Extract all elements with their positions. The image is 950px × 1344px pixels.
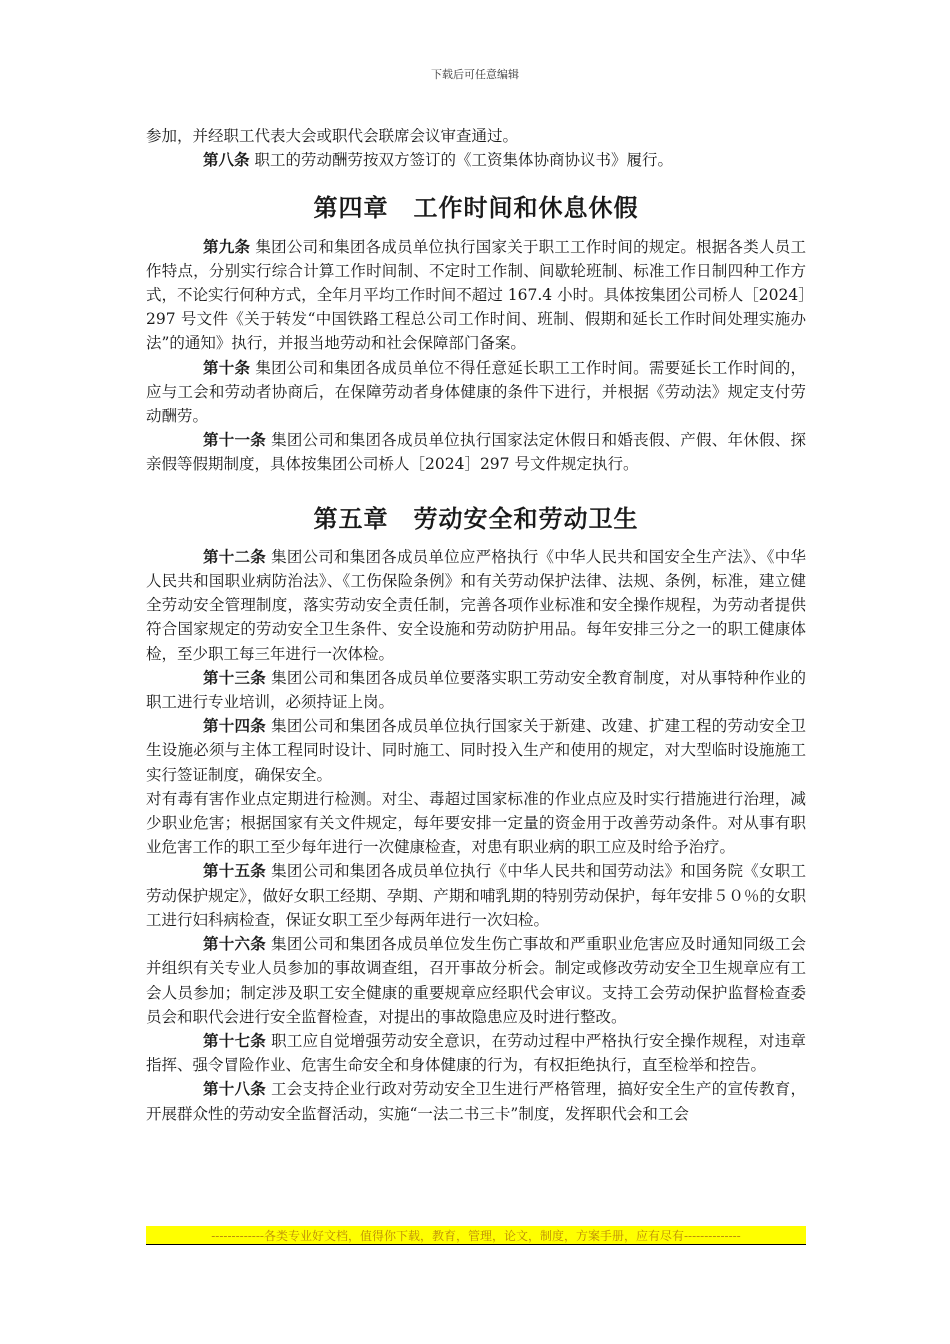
paragraph-continuation: 参加，并经职工代表大会或职代会联席会议审查通过。 [146,127,519,145]
article-label: 第十二条 [203,546,266,566]
article-label: 第十七条 [203,1030,266,1050]
article-11 [146,428,806,476]
article-text: 集团公司和集团各成员单位执行国家关于职工工作时间的规定。根据各类人员工作特点，分别实行综合计算工作时间制、不定时工作制、间歇轮班制、标准工作日制四种工作方式，不论实行何种方式，全年月平均工作时间不超过 167.4 小时。具体按集团公司桥人［2024］297 号文件《关于转发“中国铁路工程总公司工作时间、班制、假期和延长工作时间处理实施办法”的通知》执行，并报当地劳动和社会保障部门备案。 [146,237,806,353]
chapter-5-title: 第五章 劳动安全和劳动卫生 [313,504,639,533]
article-text: 集团公司和集团各成员单位不得任意延长职工工作时间。需要延长工作时间的，应与工会和劳动者协商后，在保障劳动者身体健康的条件下进行，并根据《劳动法》规定支付劳动酬劳。 [146,358,806,426]
article-text: 集团公司和集团各成员单位发生伤亡事故和严重职业危害应及时通知同级工会并组织有关专业人员参加的事故调查组，召开事故分析会。制定或修改劳动安全卫生规章应有工会人员参加；制定涉及职工安全健康的重要规章应经职代会审议。支持工会劳动保护监督检查委员会和职代会进行安全监督检查，对提出的事故隐患应及时进行整改。 [146,935,806,1026]
article-label: 第九条 [203,236,251,256]
article-text: 集团公司和集团各成员单位要落实职工劳动安全教育制度，对从事特种作业的职工进行专业培训，必须持证上岗。 [146,668,806,712]
chapter-4-title: 第四章 工作时间和休息休假 [313,194,639,223]
article-18 [146,1077,806,1125]
article-label: 第十六条 [203,934,266,954]
article-9 [146,235,806,356]
article-text: 职工的劳动酬劳按双方签订的《工资集体协商协议书》履行。 [249,151,673,170]
article-text: 集团公司和集团各成员单位执行国家关于新建、改建、扩建工程的劳动安全卫生设施必须与主体工程同时设计、同时施工、同时投入生产和使用的规定，对大型临时设施施工实行签证制度，确保安全。 [146,717,806,784]
article-label: 第十五条 [203,861,266,881]
article-13 [146,666,806,714]
page-header: 下载后可任意编辑 [431,68,519,81]
article-text: 职工应自觉增强劳动安全意识，在劳动过程中严格执行安全操作规程，对违章指挥、强令冒险作业、危害生命安全和身体健康的行为，有权拒绝执行，直至检举和控告。 [146,1031,806,1075]
article-12 [146,545,806,666]
article-8 [146,148,806,172]
article-text: 集团公司和集团各成员单位执行《中华人民共和国劳动法》和国务院《女职工劳动保护规定》，做好女职工经期、孕期、产期和哺乳期的特别劳动保护，每年安排５０％的女职工进行妇科病检查，保证女职工至少每两年进行一次妇检。 [146,862,806,929]
page-footer-banner: -------------各类专业好文档，值得你下载，教育，管理，论文，制度，方案手册，应有尽有-------------- [146,1226,806,1245]
article-10 [146,356,806,429]
article-label: 第八条 [203,150,250,170]
article-15 [146,859,806,932]
article-label: 第十一条 [203,430,266,450]
article-16 [146,932,806,1029]
article-text: 集团公司和集团各成员单位执行国家法定休假日和婚丧假、产假、年休假、探亲假等假期制度，具体按集团公司桥人［2024］297 号文件规定执行。 [146,431,806,474]
article-label: 第十条 [203,357,251,377]
article-label: 第十三条 [203,667,266,687]
article-label: 第十八条 [203,1079,266,1099]
article-text: 工会支持企业行政对劳动安全卫生进行严格管理，搞好安全生产的宣传教育，开展群众性的劳动安全监督活动，实施“一法二书三卡”制度，发挥职代会和工会 [146,1080,806,1123]
paragraph-toxic-inspection: 对有毒有害作业点定期进行检测。对尘、毒超过国家标准的作业点应及时实行措施进行治理，减少职业危害；根据国家有关文件规定，每年要安排一定量的资金用于改善劳动条件。对从事有职业危害工作的职工至少每年进行一次健康检查，对患有职业病的职工应及时给予治疗。 [146,789,806,857]
footer-divider [146,1244,806,1245]
article-label: 第十四条 [203,716,266,736]
article-14 [146,714,806,787]
document-body [146,124,806,1126]
article-text: 集团公司和集团各成员单位应严格执行《中华人民共和国安全生产法》、《中华人民共和国职业病防治法》、《工伤保险条例》和有关劳动保护法律、法规、条例，标准，建立健全劳动安全管理制度，落实劳动安全责任制，完善各项作业标准和安全操作规程，为劳动者提供符合国家规定的劳动安全卫生条件、安全设施和劳动防护用品。每年安排三分之一的职工健康体检，至少职工每三年进行一次体检。 [146,547,806,663]
article-17 [146,1029,806,1077]
